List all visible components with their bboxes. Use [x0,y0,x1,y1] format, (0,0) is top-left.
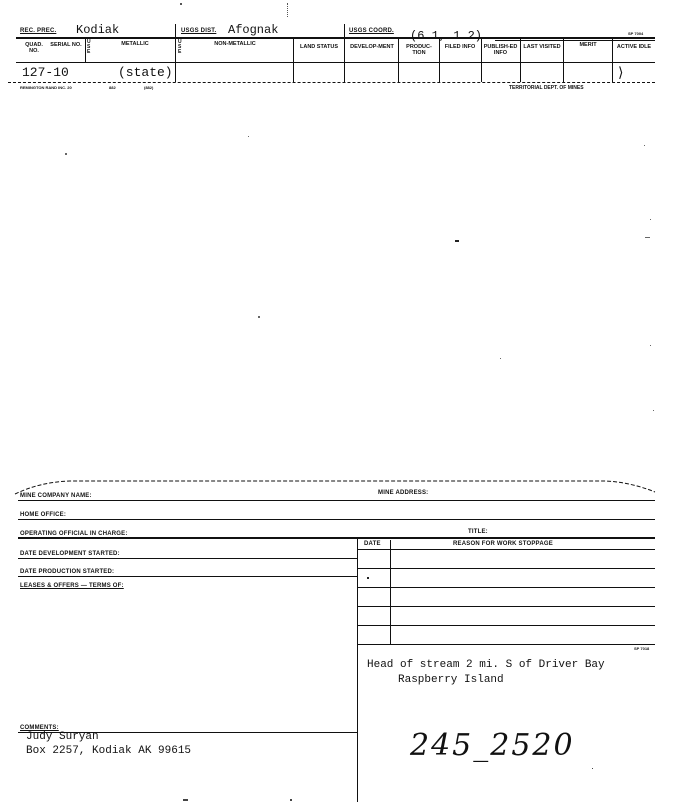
col-metallic: METALLIC [121,41,149,47]
col-active-idle: ACTIVE IDLE [616,44,652,50]
rec-prec-value: Kodiak [76,23,120,37]
stop-row [357,606,655,607]
col-quad-no: QUAD. NO. [25,42,43,54]
printer-code-2: (882) [144,85,154,90]
top-rule [16,37,655,39]
col-div [175,24,176,82]
handwritten-number: 245_2520 [410,728,575,763]
col-div [85,37,86,62]
col-land-status: LAND STATUS [300,44,338,50]
date-label: DATE [364,541,381,547]
stop-row [357,568,655,569]
metallic-value: (state) [118,65,173,80]
coord-underline [495,40,655,41]
location-line-1: Head of stream 2 mi. S of Driver Bay [367,659,605,671]
col-div [398,37,399,82]
form-number-top: SP 7004 [628,31,644,36]
col-serial-no: SERIAL NO. [50,42,82,48]
territorial-dept: TERRITORIAL DEPT. OF MINES [509,85,584,91]
stray-mark [183,799,188,801]
form-number-bottom: SP 7018 [634,646,650,651]
card-edge [0,476,678,496]
comment-line-1: Judy Suryan [26,731,99,743]
date-development-label: DATE DEVELOPMENT STARTED: [20,551,120,557]
stray-mark [287,3,289,17]
col-production: PRODUC-TION [406,44,432,56]
rec-prec-label: REC. PREC. [20,28,57,34]
col-published-info: PUBLISH-ED INFO [483,44,518,56]
col-div [439,37,440,82]
title-label: TITLE: [468,529,488,535]
stop-row [357,587,655,588]
stop-row [357,625,655,626]
date-col-divider [390,540,391,644]
rule-2 [18,519,655,520]
usgs-coord-value: (6.1, 1.2) [410,29,483,43]
printer-code: 882 [109,85,116,90]
operating-official-label: OPERATING OFFICIAL IN CHARGE: [20,531,128,537]
reason-header-rule [357,549,655,550]
mine-company-name-label: MINE COMPANY NAME: [20,493,92,499]
rule-4 [18,558,357,559]
usgs-dist-value: Afognak [228,23,279,37]
stray-mark [592,768,593,769]
col-use-metallic: U S E [87,39,91,55]
comments-label: COMMENTS: [20,725,59,731]
leases-label: LEASES & OFFERS — TERMS OF: [20,583,124,589]
header-rule [16,62,655,63]
col-div [612,37,613,82]
bottom-rule [8,82,655,83]
comment-line-2: Box 2257, Kodiak AK 99615 [26,745,192,757]
col-last-visited: LAST VISITED [523,44,561,50]
quad-value: 127-10 [22,65,69,80]
date-production-label: DATE PRODUCTION STARTED: [20,569,115,575]
col-div [293,37,294,82]
col-div [563,37,564,82]
mine-address-label: MINE ADDRESS: [378,490,429,496]
rule-1 [18,500,655,501]
reason-label: REASON FOR WORK STOPPAGE [453,541,553,547]
stray-mark [180,3,182,5]
location-line-2: Raspberry Island [398,674,504,686]
pen-mark: ⟩ [618,64,624,80]
home-office-label: HOME OFFICE: [20,512,67,518]
col-non-metallic: NON-METALLIC [214,41,256,47]
stray-dot [367,577,369,579]
printer-label: REMINGTON RAND INC. 20 [20,85,72,90]
col-use-nonmetallic: U S E [178,39,182,55]
left-right-divider [357,537,358,802]
rule-3 [18,537,655,539]
col-div [344,24,345,82]
stray-mark [290,799,292,801]
col-div [520,37,521,82]
stop-row [357,644,655,645]
usgs-coord-label: USGS COORD. [349,28,394,34]
usgs-dist-label: USGS DIST. [181,28,217,34]
col-development: DEVELOP-MENT [350,44,394,50]
col-merit: MERIT [579,42,597,48]
col-filed-info: FILED INFO [444,44,476,50]
rule-5 [18,576,357,577]
